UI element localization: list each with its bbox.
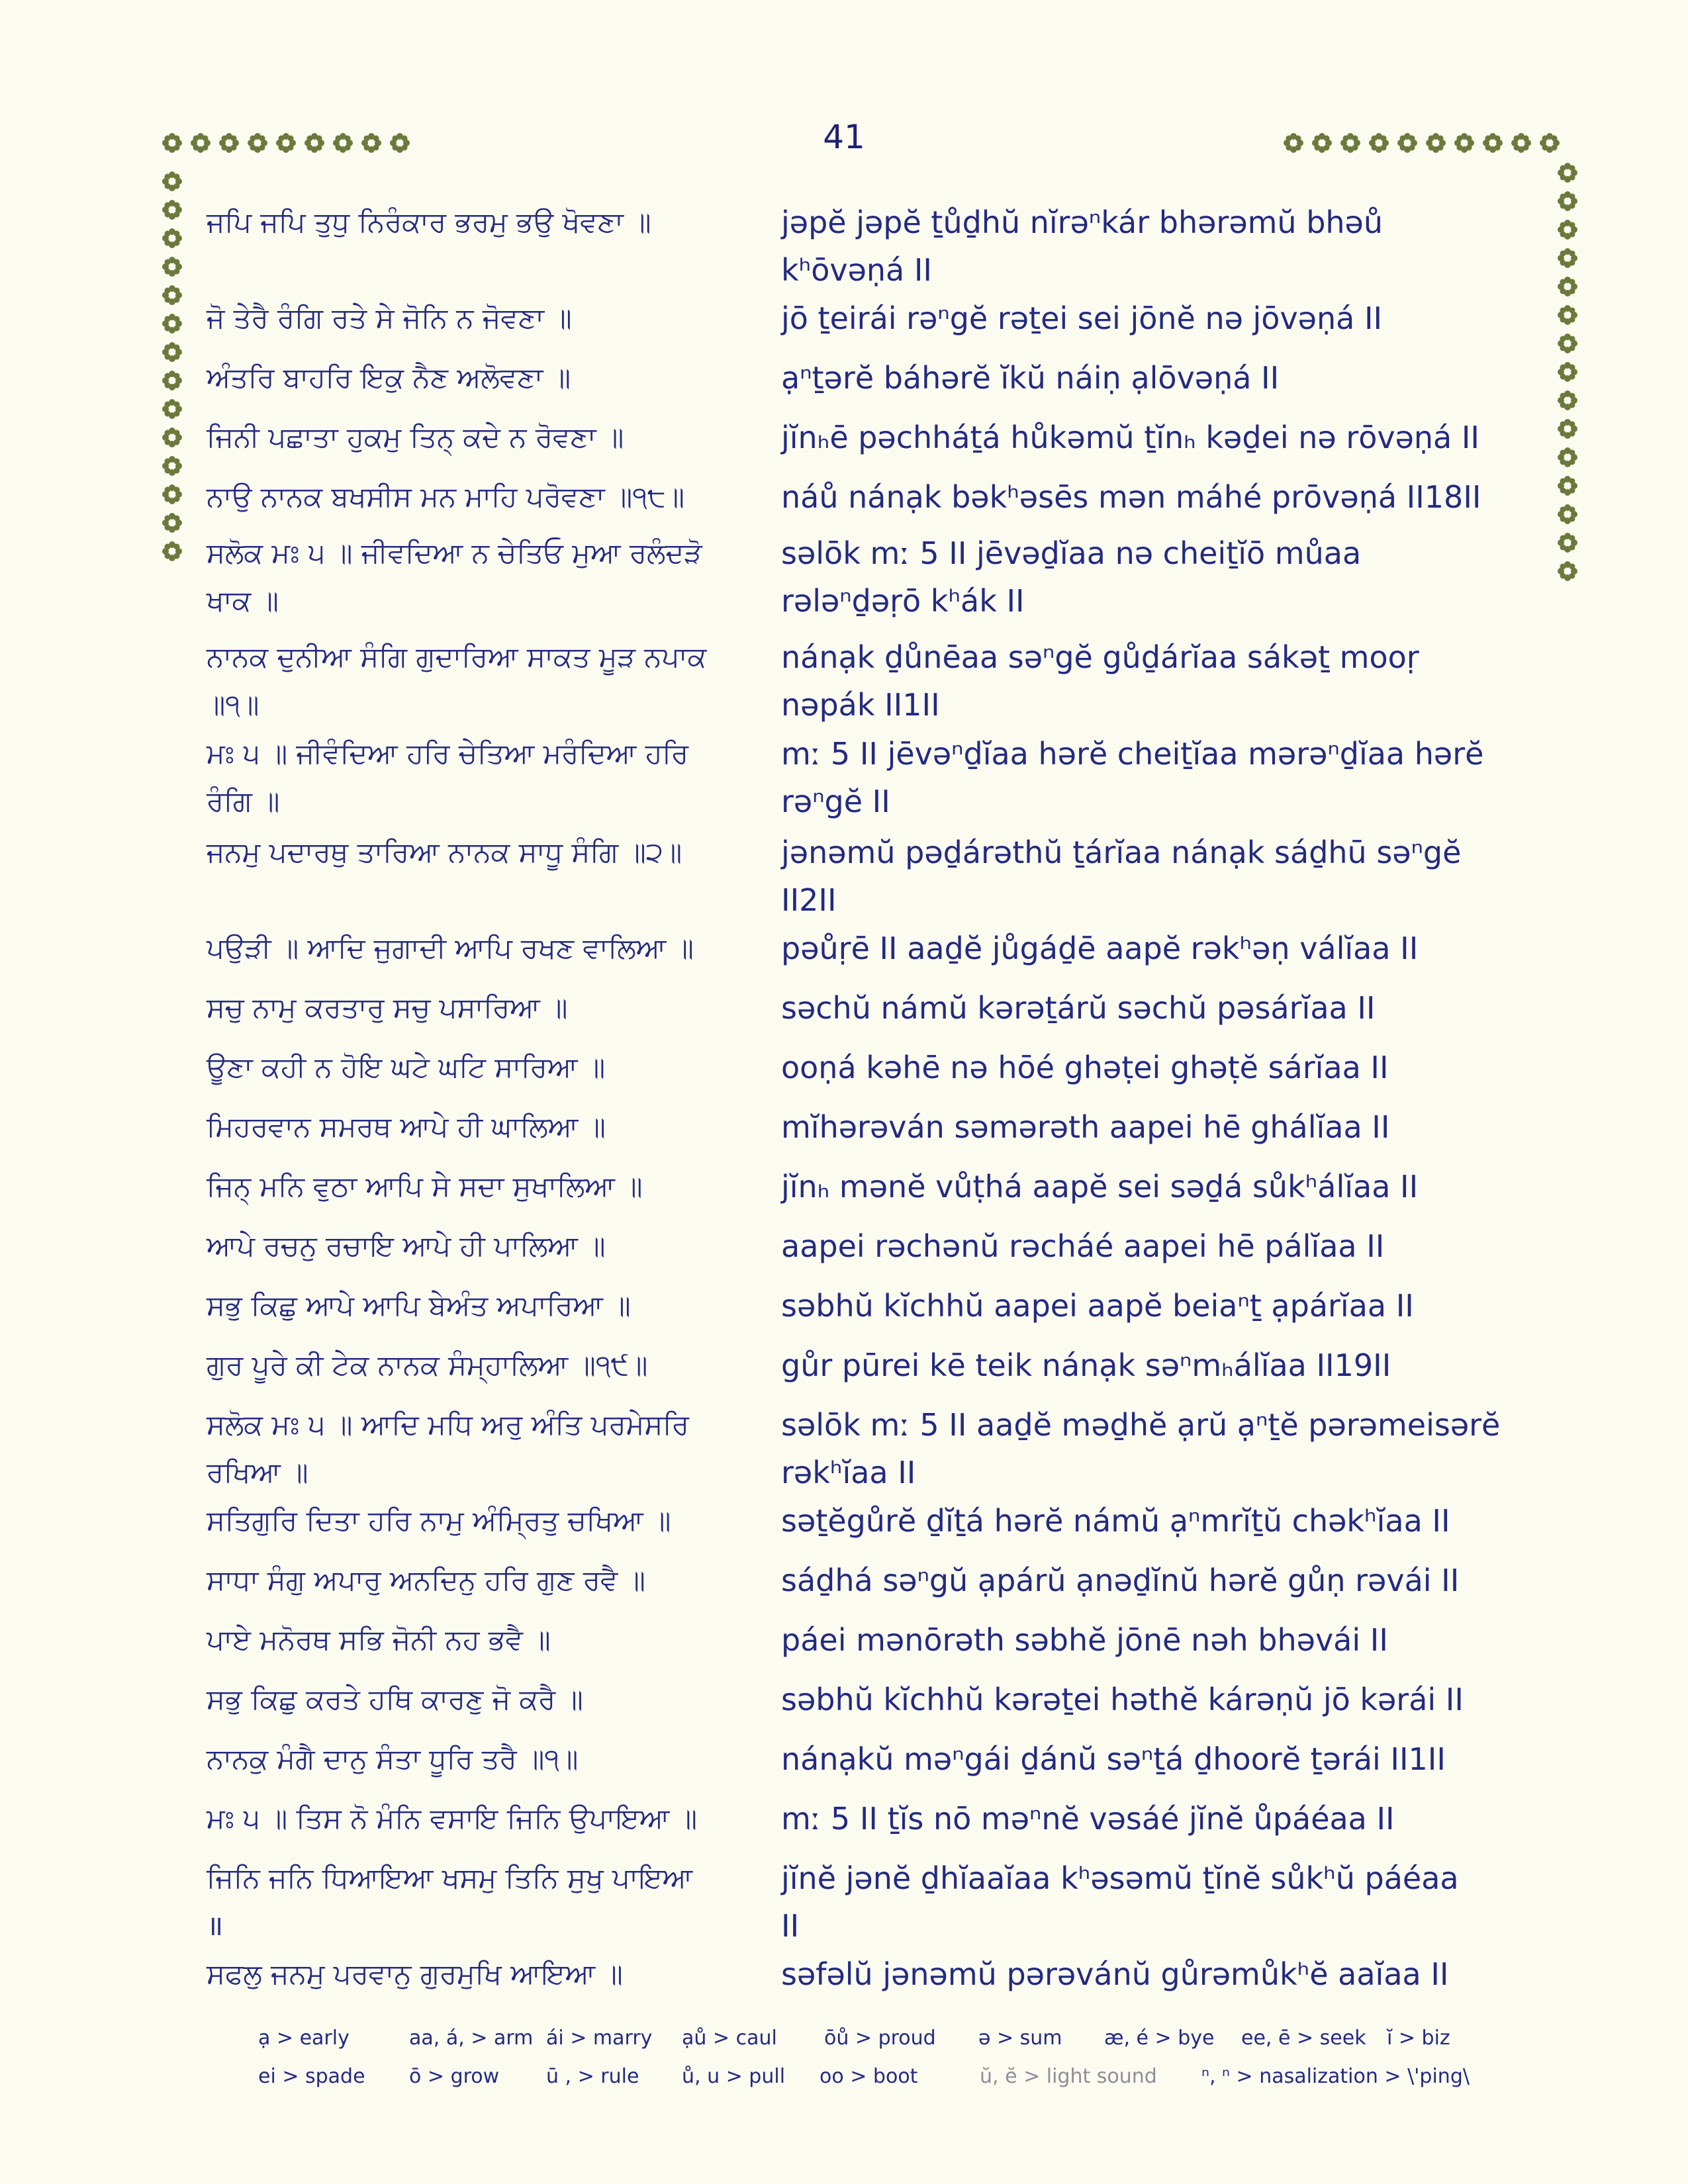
flower-icon xyxy=(162,171,183,192)
gurmukhi-text xyxy=(207,730,736,825)
gurmukhi-line: ਜਿਨੀ ਪਛਾਤਾ ਹੁਕਮੁ ਤਿਨ੍ ਕਦੇ ਨ ਰੋਵਣਾ ॥ xyxy=(207,421,624,453)
flower-icon xyxy=(1557,304,1578,326)
gurmukhi-line: ਜਿਨ੍ ਮਨਿ ਵੁਠਾ ਆਪਿ ਸੇ ਸਦਾ ਸੁਖਾਲਿਆ ॥ xyxy=(207,1170,643,1203)
transliteration-line: sáḏhá səⁿgŭ ạpárŭ ạnəḏĭnŭ hərĕ gůṇ rəvái II xyxy=(781,1563,1460,1598)
flower-icon xyxy=(1557,447,1578,468)
transliteration-line: nánạk ḏůnēaa səⁿgĕ gůḏárĭaa sákəṯ mooṛ xyxy=(781,639,1419,675)
flower-icon xyxy=(218,132,240,154)
gurmukhi-text xyxy=(207,414,736,461)
gurmukhi-text xyxy=(207,925,736,972)
transliteration-text xyxy=(781,473,1529,521)
transliteration-line: ạⁿṯərĕ báhərĕ ĭkŭ náiṇ ạlōvəṇá II xyxy=(781,360,1280,396)
transliteration-line-continued: rəⁿgĕ II xyxy=(781,784,890,819)
transliteration-line: jənəmŭ pəḏárəthŭ ṯárĭaa nánạk sáḏhū səⁿgĕ xyxy=(781,835,1462,870)
transliteration-text xyxy=(781,1616,1529,1664)
flower-icon xyxy=(162,512,183,533)
transliteration-text xyxy=(781,1163,1529,1210)
gurmukhi-line-continued: ਰੰਗਿ ॥ xyxy=(207,785,280,817)
flower-icon xyxy=(162,199,183,220)
transliteration-text xyxy=(781,1676,1529,1723)
gurmukhi-line: ਮਃ ੫ ॥ ਤਿਸ ਨੋ ਮੰਨਿ ਵਸਾਇ ਜਿਨਿ ਉਪਾਇਆ ॥ xyxy=(207,1802,698,1835)
gurmukhi-text xyxy=(207,295,736,342)
gurmukhi-line: ਗੁਰ ਪੂਰੇ ਕੀ ਟੇਕ ਨਾਨਕ ਸੰਮ੍ਹਾਲਿਆ ॥੧੯॥ xyxy=(207,1349,648,1381)
gurmukhi-text xyxy=(207,1163,736,1210)
gurmukhi-line: ਨਾਨਕੁ ਮੰਗੈ ਦਾਨੁ ਸੰਤਾ ਧੂਰਿ ਤਰੈ ॥੧॥ xyxy=(207,1743,579,1775)
gurmukhi-text xyxy=(207,1282,736,1330)
legend-item: oo > boot xyxy=(820,2065,918,2088)
transliteration-text xyxy=(781,1557,1529,1604)
transliteration-line: səṯĕgůrĕ ḏĭṯá hərĕ námŭ ạⁿmrĭṯŭ chəkʰĭaa II xyxy=(781,1503,1450,1539)
gurmukhi-line: ਜਨਮੁ ਪਦਾਰਥੁ ਤਾਰਿਆ ਨਾਨਕ ਸਾਧੂ ਸੰਗਿ ॥੨॥ xyxy=(207,836,682,868)
gurmukhi-line: ਸਭੁ ਕਿਛੁ ਆਪੇ ਆਪਿ ਬੇਅੰਤ ਅਪਾਰਿਆ ॥ xyxy=(207,1289,631,1322)
flower-icon xyxy=(162,341,183,363)
flower-icon xyxy=(1368,132,1389,154)
gurmukhi-text xyxy=(207,1795,736,1843)
transliteration-text xyxy=(781,1342,1529,1389)
transliteration-line: ooṇá kəhē nə hōé ghəṭei ghəṭĕ sárĭaa II xyxy=(781,1050,1389,1085)
gurmukhi-line: ਮਿਹਰਵਾਨ ਸਮਰਥ ਆਪੇ ਹੀ ਘਾਲਿਆ ॥ xyxy=(207,1111,606,1143)
flower-icon xyxy=(162,455,183,477)
legend-item: ⁿ, ⁿ > nasalization > \'ping\ xyxy=(1201,2065,1470,2088)
transliteration-line: mː 5 II ṯĭs nō məⁿnĕ vəsáé jĭnĕ ůpáéaa II xyxy=(781,1801,1395,1837)
transliteration-line: gůr pūrei kē teik nánạk səⁿmₕálĭaa II19II xyxy=(781,1347,1391,1383)
flower-icon xyxy=(361,132,382,154)
gurmukhi-text xyxy=(207,1342,736,1389)
gurmukhi-line-continued: ॥ xyxy=(207,1909,224,1942)
transliteration-text xyxy=(781,730,1529,825)
legend-item: ō > grow xyxy=(409,2065,500,2088)
gurmukhi-text xyxy=(207,1497,736,1545)
flower-icon xyxy=(162,313,183,334)
transliteration-line-continued: II2II xyxy=(781,882,837,918)
flower-icon xyxy=(162,541,183,562)
transliteration-text xyxy=(781,1044,1529,1091)
flower-icon xyxy=(247,132,268,154)
gurmukhi-line-continued: ॥੧॥ xyxy=(207,688,259,721)
gurmukhi-line: ਸਲੋਕ ਮਃ ੫ ॥ ਆਦਿ ਮਧਿ ਅਰੁ ਅੰਤਿ ਪਰਮੇਸਰਿ xyxy=(207,1408,689,1441)
flower-icon xyxy=(162,370,183,391)
flower-icon xyxy=(332,132,353,154)
gurmukhi-line: ਸਲੋਕ ਮਃ ੫ ॥ ਜੀਵਦਿਆ ਨ ਚੇਤਿਓ ਮੁਆ ਰਲੰਦੜੋ xyxy=(207,537,702,569)
flower-icon xyxy=(1557,276,1578,297)
gurmukhi-line: ਜਿਨਿ ਜਨਿ ਧਿਆਇਆ ਖਸਮੁ ਤਿਨਿ ਸੁਖੁ ਪਾਇਆ xyxy=(207,1862,693,1894)
gurmukhi-line: ਸਚੁ ਨਾਮੁ ਕਰਤਾਰੁ ਸਚੁ ਪਸਾਰਿਆ ॥ xyxy=(207,991,568,1024)
transliteration-text xyxy=(781,1735,1529,1783)
flower-icon xyxy=(304,132,325,154)
flower-icon xyxy=(1283,132,1304,154)
legend-item: aa, á, > arm xyxy=(409,2026,534,2050)
flower-icon xyxy=(1557,162,1578,183)
transliteration-text xyxy=(781,354,1529,402)
legend-item: ái > marry xyxy=(546,2026,653,2050)
transliteration-line: jəpĕ jəpĕ ṯůḏhŭ nĭrəⁿkár bhərəmŭ bhəů xyxy=(781,205,1383,240)
flower-icon xyxy=(162,132,183,154)
gurmukhi-line: ਆਪੇ ਰਚਨੁ ਰਚਾਇ ਆਪੇ ਹੀ ਪਾਲਿਆ ॥ xyxy=(207,1230,606,1262)
transliteration-line: səlōk mː 5 II jēvəḏĭaa nə cheiṯĭō můaa xyxy=(781,535,1362,571)
gurmukhi-text xyxy=(207,829,736,876)
flower-icon xyxy=(1557,333,1578,354)
transliteration-text xyxy=(781,1950,1529,1998)
flower-icon xyxy=(162,285,183,306)
gurmukhi-text xyxy=(207,1557,736,1604)
flower-icon xyxy=(1557,191,1578,212)
gurmukhi-line: ਨਾਨਕ ਦੁਨੀਆ ਸੰਗਿ ਗੁਦਾਰਿਆ ਸਾਕਤ ਮੂੜ ਨਪਾਕ xyxy=(207,641,707,673)
transliteration-text xyxy=(781,829,1529,924)
gurmukhi-text xyxy=(207,473,736,521)
flower-icon xyxy=(1539,132,1560,154)
flower-icon xyxy=(162,427,183,448)
transliteration-text xyxy=(781,199,1529,294)
flower-icon xyxy=(162,256,183,277)
gurmukhi-text xyxy=(207,354,736,402)
gurmukhi-line: ਊਣਾ ਕਹੀ ਨ ਹੋਇ ਘਟੇ ਘਟਿ ਸਾਰਿਆ ॥ xyxy=(207,1051,606,1083)
page-number: 41 xyxy=(823,118,865,156)
flower-icon xyxy=(389,132,410,154)
transliteration-line-continued: kʰōvəṇá II xyxy=(781,252,933,288)
transliteration-text xyxy=(781,633,1529,729)
transliteration-text xyxy=(781,1854,1529,1950)
gurmukhi-text xyxy=(207,984,736,1032)
gurmukhi-line: ਪਉੜੀ ॥ ਆਦਿ ਜੁਗਾਦੀ ਆਪਿ ਰਖਣ ਵਾਲਿਆ ॥ xyxy=(207,932,694,964)
gurmukhi-line: ਪਾਏ ਮਨੋਰਥ ਸਭਿ ਜੋਨੀ ਨਹ ਭਵੈ ॥ xyxy=(207,1623,551,1656)
gurmukhi-text xyxy=(207,529,736,625)
legend-item: ạů > caul xyxy=(682,2026,777,2050)
flower-icon xyxy=(1557,504,1578,525)
transliteration-line: náů nánạk bəkʰəsēs mən máhé prōvəṇá II18II xyxy=(781,479,1481,515)
gurmukhi-text xyxy=(207,1044,736,1091)
transliteration-line: səlōk mː 5 II aaḏĕ məḏhĕ ạrŭ ạⁿṯĕ pərəmeisərĕ xyxy=(781,1407,1501,1443)
transliteration-line-continued: nəpák II1II xyxy=(781,687,940,723)
transliteration-line: nánạkŭ məⁿgái ḏánŭ səⁿṯá ḏhoorĕ ṯərái II1II xyxy=(781,1741,1446,1777)
gurmukhi-line: ਅੰਤਰਿ ਬਾਹਰਿ ਇਕੁ ਨੈਣ ਅਲੋਵਣਾ ॥ xyxy=(207,361,571,394)
transliteration-line: səfəlŭ jənəmŭ pərəvánŭ gůrəmůkʰĕ aaĭaa II xyxy=(781,1956,1449,1992)
transliteration-line: jĭnₕ mənĕ vůṭhá aapĕ sei səḏá sůkʰálĭaa II xyxy=(781,1169,1419,1205)
gurmukhi-line: ਜਪਿ ਜਪਿ ਤੁਧੁ ਨਿਰੰਕਾਰ ਭਰਮੁ ਭਉ ਖੋਵਣਾ ॥ xyxy=(207,206,651,238)
transliteration-line: səchŭ námŭ kərəṯárŭ səchŭ pəsárĭaa II xyxy=(781,990,1376,1026)
flower-icon xyxy=(1557,418,1578,439)
gurmukhi-line-continued: ਰਖਿਆ ॥ xyxy=(207,1456,308,1488)
legend-item: æ, é > bye xyxy=(1104,2026,1215,2050)
transliteration-text xyxy=(781,925,1529,972)
gurmukhi-text xyxy=(207,1222,736,1270)
transliteration-text xyxy=(781,1222,1529,1270)
flower-icon xyxy=(1557,475,1578,496)
gurmukhi-line: ਨਾਉ ਨਾਨਕ ਬਖਸੀਸ ਮਨ ਮਾਹਿ ਪਰੋਵਣਾ ॥੧੮॥ xyxy=(207,480,685,513)
flower-icon xyxy=(162,398,183,420)
transliteration-line: pəůṛē II aaḏĕ jůgáḏē aapĕ rəkʰəṇ válĭaa II xyxy=(781,931,1419,966)
legend-item: ōů > proud xyxy=(824,2026,936,2050)
transliteration-text xyxy=(781,1401,1529,1496)
legend-item: ei > spade xyxy=(258,2065,365,2088)
gurmukhi-text xyxy=(207,1735,736,1783)
gurmukhi-line: ਸਫਲੁ ਜਨਮੁ ਪਰਵਾਨੁ ਗੁਰਮੁਖਿ ਆਇਆ ॥ xyxy=(207,1958,623,1990)
gurmukhi-text xyxy=(207,1103,736,1151)
gurmukhi-line: ਜੋ ਤੇਰੈ ਰੰਗਿ ਰਤੇ ਸੇ ਜੋਨਿ ਨ ਜੋਵਣਾ ॥ xyxy=(207,302,572,334)
flower-icon xyxy=(1482,132,1503,154)
transliteration-line: páei mənōrəth səbhĕ jōnē nəh bhəvái II xyxy=(781,1622,1388,1658)
gurmukhi-text xyxy=(207,1854,736,1950)
legend-item: ạ > early xyxy=(258,2026,350,2050)
flower-icon xyxy=(1557,248,1578,269)
legend-item: ů, u > pull xyxy=(682,2065,786,2088)
transliteration-line: jĭnĕ jənĕ ḏhĭaaĭaa kʰəsəmŭ ṯĭnĕ sůkʰŭ páéaa xyxy=(781,1860,1459,1896)
transliteration-line-continued: II xyxy=(781,1908,800,1944)
transliteration-text xyxy=(781,1282,1529,1330)
gurmukhi-text xyxy=(207,1401,736,1496)
transliteration-line-continued: rələⁿḏəṛō kʰák II xyxy=(781,583,1025,619)
transliteration-text xyxy=(781,1497,1529,1545)
transliteration-text xyxy=(781,529,1529,625)
transliteration-text xyxy=(781,984,1529,1032)
transliteration-text xyxy=(781,414,1529,461)
gurmukhi-line: ਮਃ ੫ ॥ ਜੀਵੰਦਿਆ ਹਰਿ ਚੇਤਿਆ ਮਰੰਦਿਆ ਹਰਿ xyxy=(207,737,689,770)
flower-icon xyxy=(162,484,183,505)
transliteration-line: səbhŭ kĭchhŭ kərəṯei həthĕ kárəṇŭ jō kərái II xyxy=(781,1682,1464,1717)
legend-item: ŭ, ĕ > light sound xyxy=(980,2065,1157,2088)
transliteration-line: jĭnₕē pəchháṯá hůkəmŭ ṯĭnₕ kəḏei nə rōvəṇá II xyxy=(781,420,1479,455)
flower-icon xyxy=(1511,132,1532,154)
gurmukhi-line-continued: ਖਾਕ ॥ xyxy=(207,584,279,617)
gurmukhi-text xyxy=(207,1616,736,1664)
flower-icon xyxy=(275,132,297,154)
flower-icon xyxy=(190,132,211,154)
legend-item: ə > sum xyxy=(978,2026,1062,2050)
legend-item: ee, ē > seek xyxy=(1241,2026,1366,2050)
transliteration-line-continued: rəkʰĭaa II xyxy=(781,1455,916,1490)
flower-icon xyxy=(1311,132,1333,154)
flower-icon xyxy=(1340,132,1361,154)
transliteration-line: mː 5 II jēvəⁿḏĭaa hərĕ cheiṯĭaa mərəⁿḏĭaa hərĕ xyxy=(781,736,1484,772)
transliteration-line: mĭhərəván səmərəth aapei hē ghálĭaa II xyxy=(781,1109,1390,1145)
flower-icon xyxy=(1397,132,1418,154)
gurmukhi-text xyxy=(207,633,736,729)
gurmukhi-text xyxy=(207,199,736,246)
gurmukhi-text xyxy=(207,1676,736,1723)
legend-item: ĭ > biz xyxy=(1387,2026,1450,2050)
transliteration-text xyxy=(781,1103,1529,1151)
transliteration-line: jō ṯeirái rəⁿgĕ rəṯei sei jōnĕ nə jōvəṇá II xyxy=(781,300,1383,336)
flower-icon xyxy=(1557,390,1578,411)
flower-icon xyxy=(162,228,183,249)
gurmukhi-line: ਸਤਿਗੁਰਿ ਦਿਤਾ ਹਰਿ ਨਾਮੁ ਅੰਮ੍ਰਿਤੁ ਚਖਿਆ ॥ xyxy=(207,1504,671,1537)
flower-icon xyxy=(1557,561,1578,582)
gurmukhi-text xyxy=(207,1950,736,1998)
gurmukhi-line: ਸਾਧਾ ਸੰਗੁ ਅਪਾਰੁ ਅਨਦਿਨੁ ਹਰਿ ਗੁਣ ਰਵੈ ॥ xyxy=(207,1564,645,1596)
gurmukhi-line: ਸਭੁ ਕਿਛੁ ਕਰਤੇ ਹਥਿ ਕਾਰਣੁ ਜੋ ਕਰੈ ॥ xyxy=(207,1683,583,1715)
legend-item: ū , > rule xyxy=(546,2065,639,2088)
flower-icon xyxy=(1557,532,1578,553)
flower-icon xyxy=(1557,361,1578,383)
flower-icon xyxy=(1454,132,1475,154)
flower-icon xyxy=(1425,132,1446,154)
transliteration-text xyxy=(781,295,1529,342)
transliteration-line: səbhŭ kĭchhŭ aapei aapĕ beiaⁿṯ ạpárĭaa II xyxy=(781,1288,1414,1324)
transliteration-text xyxy=(781,1795,1529,1843)
flower-icon xyxy=(1557,219,1578,240)
transliteration-line: aapei rəchənŭ rəcháé aapei hē pálĭaa II xyxy=(781,1228,1385,1264)
